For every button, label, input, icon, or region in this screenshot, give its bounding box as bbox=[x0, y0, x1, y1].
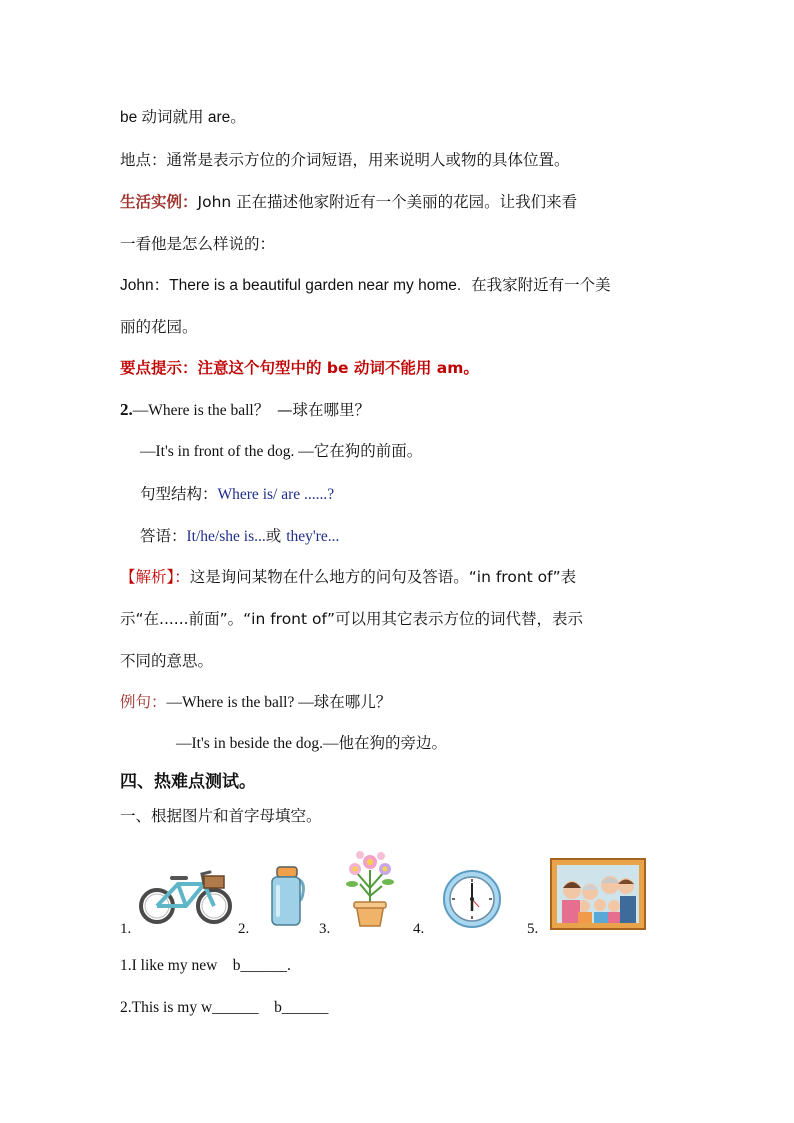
life-example-text: John 正在描述他家附近有一个美丽的花园。让我们来看 bbox=[197, 193, 578, 211]
example-sentence-text: —Where is the ball? —球在哪儿？ bbox=[166, 694, 392, 711]
bicycle-picture bbox=[138, 866, 234, 926]
text-line-1: be 动词就用 are。 bbox=[120, 109, 246, 126]
exercise-instruction: 一、根据图片和首字母填空。 bbox=[120, 807, 322, 825]
analysis-label: 【解析】： bbox=[120, 568, 190, 586]
text-line-6: 丽的花园。 bbox=[120, 318, 198, 336]
analysis-line-1 bbox=[120, 567, 576, 587]
question-1: 1.I like my new b______. bbox=[120, 957, 291, 974]
text-line-5 bbox=[120, 275, 611, 296]
structure-value: Where is/ are ......? bbox=[217, 486, 335, 503]
flower-pot-picture bbox=[344, 848, 396, 928]
picture-number-4: 4. bbox=[413, 921, 425, 937]
text-line-8 bbox=[120, 400, 370, 421]
example-english: John：There is a beautiful garden near my home. bbox=[120, 277, 462, 294]
answer-form bbox=[140, 526, 339, 547]
picture-number-3: 3. bbox=[319, 921, 331, 937]
structure-label: 句型结构： bbox=[140, 485, 218, 503]
analysis-line-2: 示“在......前面”。“in front of”可以用其它表示方位的词代替，表示 bbox=[120, 610, 583, 628]
example-answer-line: —It's in beside the dog.—他在狗的旁边。 bbox=[176, 735, 448, 752]
sentence-structure bbox=[140, 484, 334, 505]
picture-number-5: 5. bbox=[527, 921, 539, 937]
example-chinese: 在我家附近有一个美 bbox=[471, 276, 611, 294]
answer-line: —It's in front of the dog. —它在狗的前面。 bbox=[140, 443, 423, 460]
text-line-3 bbox=[120, 192, 577, 212]
answer-value-2: they're... bbox=[286, 528, 340, 545]
question-2: 2.This is my w______ b______ bbox=[120, 999, 329, 1016]
section-heading: 四、热难点测试。 bbox=[120, 772, 256, 792]
life-example-label: 生活实例： bbox=[120, 193, 198, 211]
family-photo-picture bbox=[550, 858, 646, 930]
picture-number-1: 1. bbox=[120, 921, 132, 937]
analysis-text: 这是询问某物在什么地方的问句及答语。“in front of”表 bbox=[189, 568, 577, 586]
example-sentence-label: 例句： bbox=[120, 693, 167, 711]
picture-number-2: 2. bbox=[238, 921, 250, 937]
example-sentence-line bbox=[120, 692, 391, 713]
answer-or: 或 bbox=[265, 527, 282, 545]
analysis-line-3: 不同的意思。 bbox=[120, 652, 214, 670]
question-english: —Where is the ball？ bbox=[132, 402, 270, 419]
clock-picture bbox=[442, 869, 502, 929]
answer-label: 答语： bbox=[140, 527, 187, 545]
text-line-4: 一看他是怎么样说的： bbox=[120, 235, 276, 253]
thermos-picture bbox=[268, 865, 306, 927]
text-line-2: 地点：通常是表示方位的介词短语，用来说明人或物的具体位置。 bbox=[120, 151, 570, 169]
question-chinese: —球在哪里？ bbox=[276, 401, 370, 419]
key-point-tip: 要点提示：注意这个句型中的 be 动词不能用 am。 bbox=[120, 359, 479, 377]
item-number: 2. bbox=[120, 400, 133, 419]
answer-value-1: It/he/she is... bbox=[186, 528, 266, 545]
